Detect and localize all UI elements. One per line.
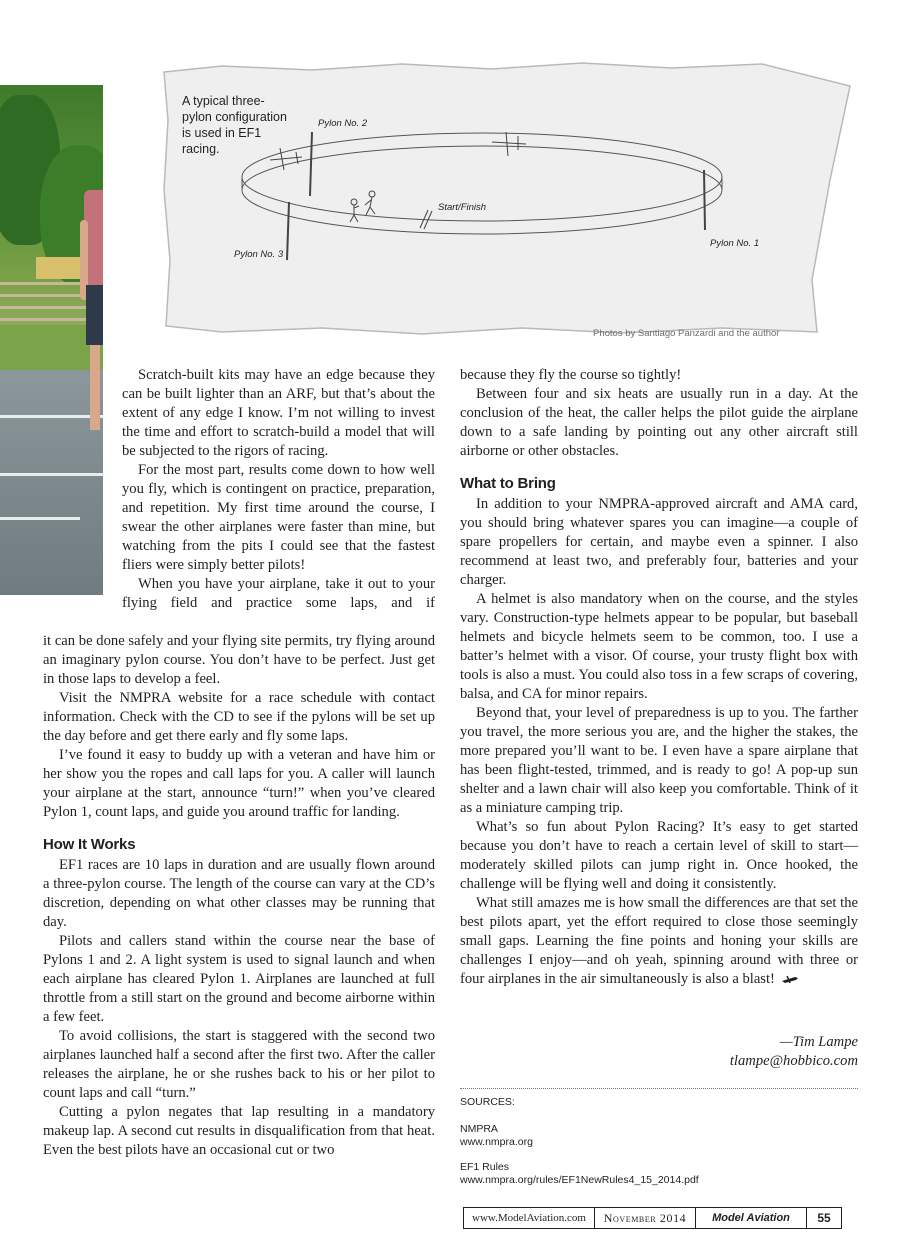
paragraph: it can be done safely and your flying site permits, try flying around an imaginary pylon course. You don’t have to be perfect. Just get in those laps to develop a feel. bbox=[43, 633, 435, 687]
paragraph: Between four and six heats are usually run in a day. At the conclusion of the heat, the caller helps the pilot guide the airplane down to a safe landing by pointing out any other aircraft still airborne or other obstacles. bbox=[460, 386, 858, 459]
paragraph: When you have your airplane, take it out to your flying field and practice some laps, and if bbox=[122, 576, 435, 611]
paragraph: What’s so fun about Pylon Racing? It’s easy to get started because you don’t have to reach a certain level of skill to start—moderately skilled pilots can jump right in. Once hooked, the challenge will be flying well and doing it consistently. bbox=[460, 819, 858, 892]
paragraph: Beyond that, your level of preparedness is up to you. The farther you travel, the more serious you are, and the higher the stakes, the more prepared you’ll want to be. I even have a spare airplane that has been flight-tested, trimmed, and is ready to go! A pop-up sun shelter and a lawn chair will also keep you comfortable. Think of it as a miniature camping trip. bbox=[460, 705, 858, 816]
pylon-1-label: Pylon No. 1 bbox=[710, 238, 760, 249]
author-signature: —Tim Lampe bbox=[779, 1034, 858, 1050]
paragraph: because they fly the course so tightly! bbox=[460, 367, 682, 383]
pylon-3-label: Pylon No. 3 bbox=[234, 249, 284, 260]
pylon-course-diagram bbox=[162, 60, 852, 338]
paragraph: To avoid collisions, the start is staggered with the second two airplanes launched half a second after the first two. After the caller releases the airplane, he or she rushes back to his or her pilot to count laps and call “turn.” bbox=[43, 1028, 435, 1101]
pylon-2-label: Pylon No. 2 bbox=[318, 118, 368, 129]
last-paragraph-text: What still amazes me is how small the differences are that set the best pilots apart, yet the effort required to close those seemingly small gaps. Learning the fine points and honing your skills are challenges I enjoy—and oh yeah, spinning around with three or four airplanes in the air simultaneously is also a blast! bbox=[460, 895, 858, 987]
source-link[interactable]: www.nmpra.org bbox=[460, 1136, 533, 1148]
paragraph: EF1 races are 10 laps in duration and are usually flown around a three-pylon course. The length of the course can vary at the CD’s discretion, depending on what other classes may be running that day. bbox=[43, 857, 435, 930]
page-footer bbox=[463, 1207, 842, 1229]
sources-box bbox=[460, 1096, 858, 1199]
footer-magazine-name: Model Aviation bbox=[696, 1208, 807, 1228]
start-finish-label: Start/Finish bbox=[438, 202, 487, 213]
paragraph: In addition to your NMPRA-approved aircraft and AMA card, you should bring whatever spares you can imagine—a couple of spare propellers for certain, and maybe even a spinner. I also recommend at least two, and preferably four, batteries and your charger. bbox=[460, 496, 858, 588]
paragraph: A helmet is also mandatory when on the course, and the styles vary. Construction-type helmets appear to be popular, but baseball helmets and bicycle helmets seem to be common, too. I use a batter’s helmet with a visor. Of course, your trusty flight box with tools is also a must. You could also toss in a few scraps of covering, balsa, and CA for minor repairs. bbox=[460, 591, 858, 702]
source-link[interactable]: www.nmpra.org/rules/EF1NewRules4_15_2014.pdf bbox=[460, 1174, 699, 1186]
page-number: 55 bbox=[817, 1211, 831, 1225]
airplane-end-icon bbox=[781, 975, 799, 984]
paragraph: Scratch-built kits may have an edge because they can be built lighter than an ARF, but that’s about the extent of any edge I know. I’m not willing to invest the time and effort to scratch-build a model that will be subjected to the rigors of racing. bbox=[122, 367, 435, 459]
left-column-wide bbox=[43, 632, 435, 1160]
author-email: tlampe@hobbico.com bbox=[729, 1053, 858, 1069]
paragraph: Visit the NMPRA website for a race schedule with contact information. Check with the CD to see if the pylons will be set up the day before and get there early and fly some laps. bbox=[43, 690, 435, 744]
what-to-bring-heading: What to Bring bbox=[460, 475, 556, 492]
paragraph bbox=[460, 894, 858, 989]
footer-website[interactable]: www.ModelAviation.com bbox=[464, 1208, 595, 1228]
right-column bbox=[460, 366, 858, 989]
sources-heading: SOURCES: bbox=[460, 1096, 515, 1108]
paragraph: For the most part, results come down to how well you fly, which is contingent on practice, preparation, and repetition. My first time around the course, I swear the other airplanes were faster than mine, but watching from the pits I could see that the fastest fliers were simply better pilots! bbox=[122, 462, 435, 573]
racing-photo bbox=[0, 85, 103, 595]
photo-credit: Photos by Santiago Panzardi and the author bbox=[593, 328, 780, 339]
how-it-works-heading: How It Works bbox=[43, 836, 136, 853]
source-item bbox=[460, 1161, 858, 1187]
sources-divider bbox=[460, 1088, 858, 1089]
paragraph: I’ve found it easy to buddy up with a veteran and have him or her show you the ropes and call laps for you. A caller will launch your airplane at the start, announce “turn!” when you’ve cleared Pylon 1, count laps, and guide you around traffic for landing. bbox=[43, 747, 435, 820]
source-name: EF1 Rules bbox=[460, 1161, 510, 1173]
source-item bbox=[460, 1123, 858, 1149]
diagram-caption: A typical three-pylon configuration is used in EF1 racing. bbox=[182, 94, 287, 156]
source-name: NMPRA bbox=[460, 1123, 498, 1135]
person-figure bbox=[80, 190, 103, 430]
footer-date: November 2014 bbox=[595, 1208, 696, 1228]
left-column-narrow bbox=[122, 366, 435, 613]
paragraph: Pilots and callers stand within the course near the base of Pylons 1 and 2. A light system is used to signal launch and when each airplane has cleared Pylon 1. Airplanes are launched at full throttle from a still start on the ground and become airborne within a few feet. bbox=[43, 933, 435, 1025]
paragraph: Cutting a pylon negates that lap resulting in a mandatory makeup lap. A second cut results in disqualification from that heat. Even the best pilots have an occasional cut or two bbox=[43, 1104, 435, 1158]
